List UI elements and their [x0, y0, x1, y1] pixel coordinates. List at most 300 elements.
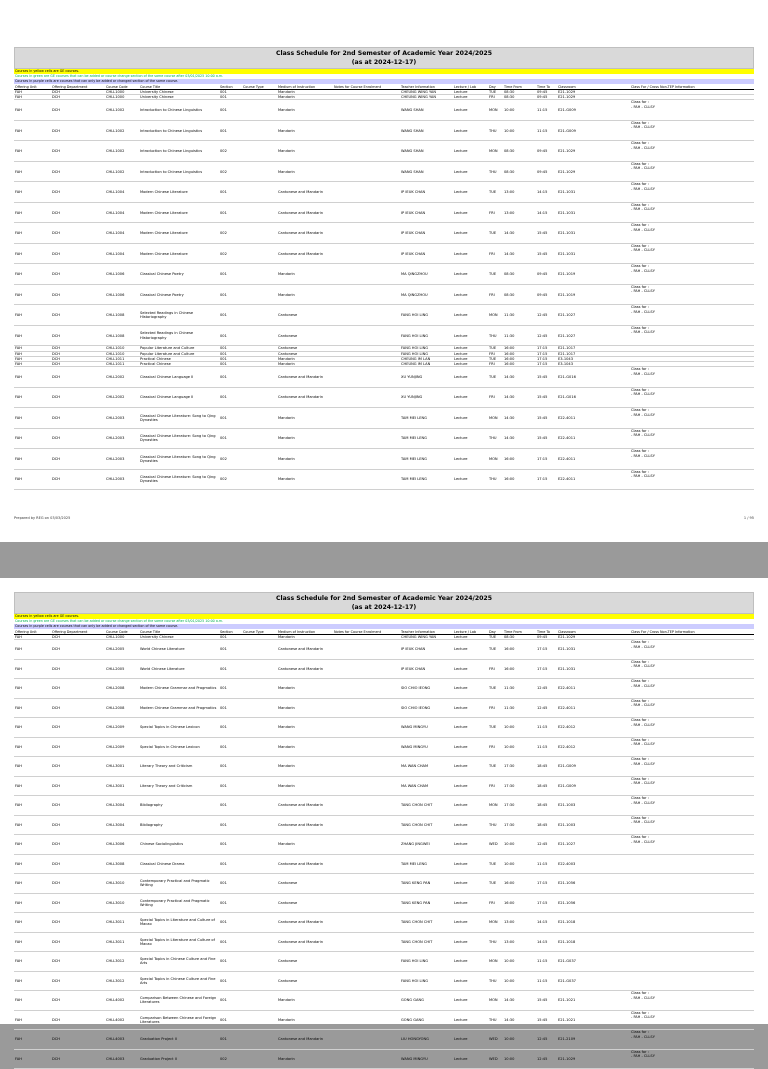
cell-medium: Mandarin	[277, 679, 333, 699]
cell-dept: DCH	[51, 305, 105, 326]
cell-from: 08:30	[503, 264, 536, 285]
cell-title: Special Topics in Chinese Lexicon	[139, 737, 219, 757]
class-for-line: Class for :	[631, 202, 649, 207]
cell-teacher: XU YUNJING	[400, 387, 453, 408]
cell-dept: DCH	[51, 223, 105, 244]
cell-day: WED	[488, 835, 503, 855]
cell-unit: FAH	[14, 161, 51, 182]
cell-day: THU	[488, 971, 503, 991]
cell-section: 001	[219, 325, 242, 346]
cell-from: 10:00	[503, 718, 536, 738]
cell-to: 17:15	[536, 874, 557, 894]
cell-ctype	[242, 757, 277, 777]
cell-unit: FAH	[14, 243, 51, 264]
cell-class-for	[630, 141, 754, 162]
cell-unit: FAH	[14, 659, 51, 679]
class-for-line: - FAH - CLLSY	[631, 839, 655, 844]
cell-section: 001	[219, 679, 242, 699]
cell-ctype	[242, 243, 277, 264]
cell-dept: DCH	[51, 469, 105, 490]
cell-day: MON	[488, 305, 503, 326]
cell-day: THU	[488, 1010, 503, 1030]
column-header: Day	[488, 84, 503, 90]
cell-dept: DCH	[51, 776, 105, 796]
class-for-line: - FAH - CLLSY	[631, 330, 655, 335]
title-line-2: (as at 2024-12-17)	[351, 604, 417, 611]
cell-section: 001	[219, 718, 242, 738]
cell-dept: DCH	[51, 718, 105, 738]
note-green: Courses in green are GE courses that can be added or course change section of the same course after 03/01/2025 10:00 a.m.	[14, 74, 754, 79]
table-row	[14, 971, 754, 991]
cell-to: 11:15	[536, 737, 557, 757]
cell-unit: FAH	[14, 854, 51, 874]
cell-unit: FAH	[14, 835, 51, 855]
cell-day: FRI	[488, 202, 503, 223]
column-header: Course Type	[242, 84, 277, 90]
cell-ctype	[242, 469, 277, 490]
cell-teacher: CHEUNG IM LAN	[400, 356, 453, 361]
cell-dept: DCH	[51, 120, 105, 141]
cell-medium: Mandarin	[277, 284, 333, 305]
cell-code: CHLL1008	[105, 305, 139, 326]
cell-room: E22-4011	[557, 408, 630, 429]
cell-medium: Cantonese	[277, 351, 333, 356]
cell-type: Lecture	[453, 346, 488, 351]
cell-dept: DCH	[51, 367, 105, 388]
cell-dept: DCH	[51, 913, 105, 933]
class-for-line: Class for :	[631, 1010, 649, 1015]
cell-medium: Mandarin	[277, 449, 333, 470]
cell-unit: FAH	[14, 141, 51, 162]
cell-notes	[333, 991, 400, 1011]
cell-notes	[333, 469, 400, 490]
cell-medium: Mandarin	[277, 635, 333, 640]
cell-code: CHLL2008	[105, 679, 139, 699]
cell-ctype	[242, 835, 277, 855]
class-for-line: Class for :	[631, 659, 649, 664]
cell-notes	[333, 776, 400, 796]
cell-dept: DCH	[51, 971, 105, 991]
cell-ctype	[242, 1049, 277, 1069]
cell-class-for	[630, 100, 754, 121]
cell-teacher: GONG GANG	[400, 1010, 453, 1030]
schedule-body-1	[14, 84, 754, 490]
cell-title: Introduction to Chinese Linguistics	[139, 120, 219, 141]
cell-teacher: WANG SHAN	[400, 141, 453, 162]
cell-to: 11:15	[536, 718, 557, 738]
schedule-table-2	[14, 629, 754, 1069]
cell-code: CHLL3008	[105, 854, 139, 874]
cell-type: Lecture	[453, 893, 488, 913]
table-row	[14, 161, 754, 182]
cell-title: Contemporary Practical and Pragmatic Writing	[139, 874, 219, 894]
cell-teacher: TANG KENG PAN	[400, 893, 453, 913]
title-line-2: (as at 2024-12-17)	[351, 59, 417, 66]
cell-room: E21-1056	[557, 874, 630, 894]
cell-unit: FAH	[14, 362, 51, 367]
cell-class-for	[630, 469, 754, 490]
cell-class-for	[630, 796, 754, 816]
cell-from: 16:00	[503, 346, 536, 351]
cell-title: Classical Chinese Literature: Song to Qing Dynasties	[139, 469, 219, 490]
cell-day: MON	[488, 100, 503, 121]
cell-day: TUE	[488, 90, 503, 95]
cell-ctype	[242, 1030, 277, 1050]
cell-teacher: FANG HOI LING	[400, 305, 453, 326]
cell-ctype	[242, 932, 277, 952]
cell-type: Lecture	[453, 971, 488, 991]
cell-room: E21-1003	[557, 815, 630, 835]
column-header: Notes for Course Enrolment	[333, 84, 400, 90]
column-header: Section	[219, 629, 242, 635]
cell-medium: Cantonese and Mandarin	[277, 1030, 333, 1050]
cell-title: Classical Chinese Poetry	[139, 264, 219, 285]
cell-room: E21-G009	[557, 100, 630, 121]
cell-unit: FAH	[14, 182, 51, 203]
cell-from: 16:00	[503, 356, 536, 361]
cell-day: TUE	[488, 264, 503, 285]
cell-room: E22-4012	[557, 718, 630, 738]
cell-type: Lecture	[453, 659, 488, 679]
cell-unit: FAH	[14, 356, 51, 361]
cell-notes	[333, 971, 400, 991]
cell-code: CHLL3011	[105, 913, 139, 933]
class-for-line: - FAH - CLLSY	[631, 207, 655, 212]
column-header: Lecture / Lab	[453, 629, 488, 635]
cell-section: 001	[219, 874, 242, 894]
cell-section: 001	[219, 737, 242, 757]
cell-notes	[333, 952, 400, 972]
table-row	[14, 718, 754, 738]
cell-teacher: FANG HOI LING	[400, 325, 453, 346]
cell-from: 11:30	[503, 325, 536, 346]
cell-dept: DCH	[51, 408, 105, 429]
schedule-table-1	[14, 84, 754, 490]
cell-title: Classical Chinese Poetry	[139, 284, 219, 305]
cell-dept: DCH	[51, 202, 105, 223]
cell-code: CHLL1011	[105, 362, 139, 367]
class-for-line: Class for :	[631, 325, 649, 330]
cell-notes	[333, 893, 400, 913]
cell-title: Modern Chinese Literature	[139, 182, 219, 203]
cell-section: 001	[219, 1030, 242, 1050]
note-purple: Courses in purple cells are courses that can only be added or changed section of the same course.	[14, 624, 754, 629]
cell-teacher: TAM MEI LENG	[400, 428, 453, 449]
class-for-line: - FAH - CLLSY	[631, 683, 655, 688]
cell-to: 11:15	[536, 971, 557, 991]
cell-code: CHLL2003	[105, 408, 139, 429]
cell-dept: DCH	[51, 679, 105, 699]
cell-section: 002	[219, 449, 242, 470]
cell-to: 11:15	[536, 854, 557, 874]
cell-dept: DCH	[51, 100, 105, 121]
cell-room: E21-1029	[557, 161, 630, 182]
cell-section: 001	[219, 659, 242, 679]
class-for-line: - FAH - CLLSY	[631, 995, 655, 1000]
cell-notes	[333, 1010, 400, 1030]
cell-code: CHLL2003	[105, 428, 139, 449]
cell-to: 09:45	[536, 264, 557, 285]
cell-dept: DCH	[51, 893, 105, 913]
cell-notes	[333, 387, 400, 408]
cell-day: FRI	[488, 659, 503, 679]
class-for-line: Class for :	[631, 120, 649, 125]
column-header: Offering Department	[51, 629, 105, 635]
cell-dept: DCH	[51, 796, 105, 816]
cell-code: CHLL1011	[105, 356, 139, 361]
cell-code: CHLL3012	[105, 952, 139, 972]
cell-to: 11:15	[536, 120, 557, 141]
cell-unit: FAH	[14, 100, 51, 121]
cell-type: Lecture	[453, 264, 488, 285]
cell-section: 001	[219, 835, 242, 855]
cell-to: 15:45	[536, 223, 557, 244]
cell-ctype	[242, 659, 277, 679]
cell-room: E21-1031	[557, 659, 630, 679]
class-for-line: Class for :	[631, 815, 649, 820]
table-row	[14, 932, 754, 952]
class-for-line: Class for :	[631, 469, 649, 474]
cell-teacher: WANG MINGYU	[400, 718, 453, 738]
class-for-line: - FAH - CLLSY	[631, 289, 655, 294]
cell-class-for	[630, 698, 754, 718]
cell-class-for	[630, 757, 754, 777]
cell-code: CHLL1008	[105, 325, 139, 346]
cell-section: 002	[219, 141, 242, 162]
cell-to: 18:45	[536, 757, 557, 777]
class-for-line: - FAH - CLLSY	[631, 761, 655, 766]
cell-notes	[333, 367, 400, 388]
cell-notes	[333, 161, 400, 182]
cell-unit: FAH	[14, 635, 51, 640]
cell-teacher: TANG CHON CHIT	[400, 932, 453, 952]
class-for-line: - FAH - CLLSY	[631, 104, 655, 109]
cell-room: E21-G009	[557, 120, 630, 141]
cell-class-for	[630, 1049, 754, 1069]
cell-dept: DCH	[51, 90, 105, 95]
cell-ctype	[242, 428, 277, 449]
cell-from: 13:00	[503, 913, 536, 933]
cell-to: 15:45	[536, 367, 557, 388]
cell-notes	[333, 408, 400, 429]
class-for-line: Class for :	[631, 776, 649, 781]
cell-title: Modern Chinese Literature	[139, 243, 219, 264]
cell-dept: DCH	[51, 835, 105, 855]
cell-title: Bibliography	[139, 815, 219, 835]
cell-medium: Cantonese and Mandarin	[277, 202, 333, 223]
cell-to: 11:15	[536, 952, 557, 972]
cell-from: 10:00	[503, 120, 536, 141]
cell-section: 001	[219, 408, 242, 429]
cell-dept: DCH	[51, 95, 105, 100]
note-yellow: Courses in yellow cells are GE courses.	[14, 69, 754, 74]
cell-room: E21-G037	[557, 971, 630, 991]
cell-unit: FAH	[14, 640, 51, 660]
cell-code: CHLL1004	[105, 223, 139, 244]
cell-class-for	[630, 640, 754, 660]
cell-ctype	[242, 913, 277, 933]
cell-medium: Cantonese	[277, 305, 333, 326]
class-for-line: - FAH - CLLSY	[631, 722, 655, 727]
cell-to: 17:15	[536, 659, 557, 679]
cell-type: Lecture	[453, 718, 488, 738]
cell-code: CHLL1004	[105, 243, 139, 264]
class-for-line: - FAH - CLLSY	[631, 371, 655, 376]
cell-from: 14:30	[503, 1010, 536, 1030]
cell-room: E3-1043	[557, 356, 630, 361]
cell-class-for	[630, 325, 754, 346]
schedule-sheet-1	[14, 47, 754, 490]
cell-class-for	[630, 893, 754, 913]
class-for-line: Class for :	[631, 367, 649, 372]
cell-ctype	[242, 120, 277, 141]
column-header: Class For / Cross Non-TEP Information	[630, 84, 754, 90]
cell-notes	[333, 428, 400, 449]
cell-medium: Mandarin	[277, 90, 333, 95]
cell-to: 11:15	[536, 100, 557, 121]
cell-from: 11:30	[503, 679, 536, 699]
cell-dept: DCH	[51, 1030, 105, 1050]
cell-class-for	[630, 776, 754, 796]
class-for-line: Class for :	[631, 161, 649, 166]
cell-teacher: ZHANG JINGWEI	[400, 835, 453, 855]
cell-from: 16:00	[503, 362, 536, 367]
cell-from: 08:30	[503, 90, 536, 95]
cell-ctype	[242, 449, 277, 470]
cell-notes	[333, 243, 400, 264]
cell-section: 001	[219, 387, 242, 408]
column-header: Time To	[536, 84, 557, 90]
cell-unit: FAH	[14, 90, 51, 95]
cell-room: E21-1031	[557, 223, 630, 244]
cell-day: MON	[488, 991, 503, 1011]
column-header: Course Title	[139, 84, 219, 90]
cell-notes	[333, 874, 400, 894]
column-header: Course Type	[242, 629, 277, 635]
cell-to: 14:15	[536, 182, 557, 203]
column-header: Offering Unit	[14, 84, 51, 90]
column-header: Classroom	[557, 629, 630, 635]
cell-teacher: CHEUNG IM LAN	[400, 362, 453, 367]
cell-to: 18:45	[536, 815, 557, 835]
cell-unit: FAH	[14, 679, 51, 699]
cell-title: Special Topics in Chinese Culture and Fine Arts	[139, 971, 219, 991]
cell-teacher: TANG CHON CHIT	[400, 796, 453, 816]
cell-class-for	[630, 449, 754, 470]
cell-room: E21-1021	[557, 991, 630, 1011]
cell-title: Classical Chinese Literature: Song to Qing Dynasties	[139, 449, 219, 470]
cell-teacher: SIO CHIO IEONG	[400, 679, 453, 699]
cell-from: 08:30	[503, 141, 536, 162]
cell-notes	[333, 698, 400, 718]
cell-unit: FAH	[14, 737, 51, 757]
cell-notes	[333, 718, 400, 738]
cell-from: 08:30	[503, 635, 536, 640]
cell-medium: Cantonese and Mandarin	[277, 243, 333, 264]
class-for-line: - FAH - CLLSY	[631, 186, 655, 191]
cell-unit: FAH	[14, 264, 51, 285]
cell-medium: Mandarin	[277, 737, 333, 757]
cell-notes	[333, 737, 400, 757]
cell-code: CHLL1004	[105, 182, 139, 203]
cell-section: 001	[219, 971, 242, 991]
cell-dept: DCH	[51, 449, 105, 470]
cell-code: CHLL4002	[105, 1010, 139, 1030]
cell-to: 09:45	[536, 141, 557, 162]
cell-to: 12:45	[536, 698, 557, 718]
column-header: Class For / Cross Non-TEP Information	[630, 629, 754, 635]
table-row	[14, 913, 754, 933]
cell-medium: Mandarin	[277, 356, 333, 361]
cell-room: E21-1056	[557, 893, 630, 913]
cell-notes	[333, 141, 400, 162]
cell-day: TUE	[488, 356, 503, 361]
cell-room: E21-1031	[557, 640, 630, 660]
cell-code: CHLL1002	[105, 120, 139, 141]
cell-unit: FAH	[14, 874, 51, 894]
cell-code: CHLL3010	[105, 893, 139, 913]
cell-to: 15:45	[536, 1010, 557, 1030]
cell-title: World Chinese Literature	[139, 659, 219, 679]
cell-ctype	[242, 991, 277, 1011]
cell-to: 14:15	[536, 932, 557, 952]
cell-dept: DCH	[51, 243, 105, 264]
class-for-line: - FAH - CLLSY	[631, 1015, 655, 1020]
cell-dept: DCH	[51, 1049, 105, 1069]
cell-room: E22-4003	[557, 854, 630, 874]
class-for-line: - FAH - CLLSY	[631, 1054, 655, 1059]
cell-unit: FAH	[14, 1049, 51, 1069]
cell-from: 10:00	[503, 1049, 536, 1069]
cell-day: TUE	[488, 757, 503, 777]
page-number: 1 / 95	[743, 516, 754, 520]
column-header: Day	[488, 629, 503, 635]
cell-code: CHLL1000	[105, 635, 139, 640]
cell-title: Bibliography	[139, 796, 219, 816]
cell-unit: FAH	[14, 815, 51, 835]
class-for-line: Class for :	[631, 737, 649, 742]
cell-unit: FAH	[14, 698, 51, 718]
cell-day: TUE	[488, 679, 503, 699]
class-for-line: Class for :	[631, 264, 649, 269]
cell-title: University Chinese	[139, 90, 219, 95]
cell-to: 15:45	[536, 428, 557, 449]
cell-medium: Mandarin	[277, 1049, 333, 1069]
cell-ctype	[242, 223, 277, 244]
cell-ctype	[242, 640, 277, 660]
cell-teacher: IP IEUK CHAN	[400, 223, 453, 244]
cell-title: Graduation Project II	[139, 1049, 219, 1069]
cell-class-for	[630, 120, 754, 141]
cell-ctype	[242, 305, 277, 326]
cell-to: 17:15	[536, 351, 557, 356]
cell-unit: FAH	[14, 120, 51, 141]
cell-type: Lecture	[453, 120, 488, 141]
cell-room: E21-1029	[557, 95, 630, 100]
cell-dept: DCH	[51, 659, 105, 679]
table-row	[14, 141, 754, 162]
cell-code: CHLL1000	[105, 95, 139, 100]
cell-section: 001	[219, 698, 242, 718]
cell-ctype	[242, 893, 277, 913]
class-for-line: - FAH - CLLSY	[631, 392, 655, 397]
class-for-line: Class for :	[631, 408, 649, 413]
class-for-line: Class for :	[631, 284, 649, 289]
table-row	[14, 737, 754, 757]
cell-title: Introduction to Chinese Linguistics	[139, 141, 219, 162]
cell-to: 12:45	[536, 835, 557, 855]
cell-code: CHLL4003	[105, 1030, 139, 1050]
